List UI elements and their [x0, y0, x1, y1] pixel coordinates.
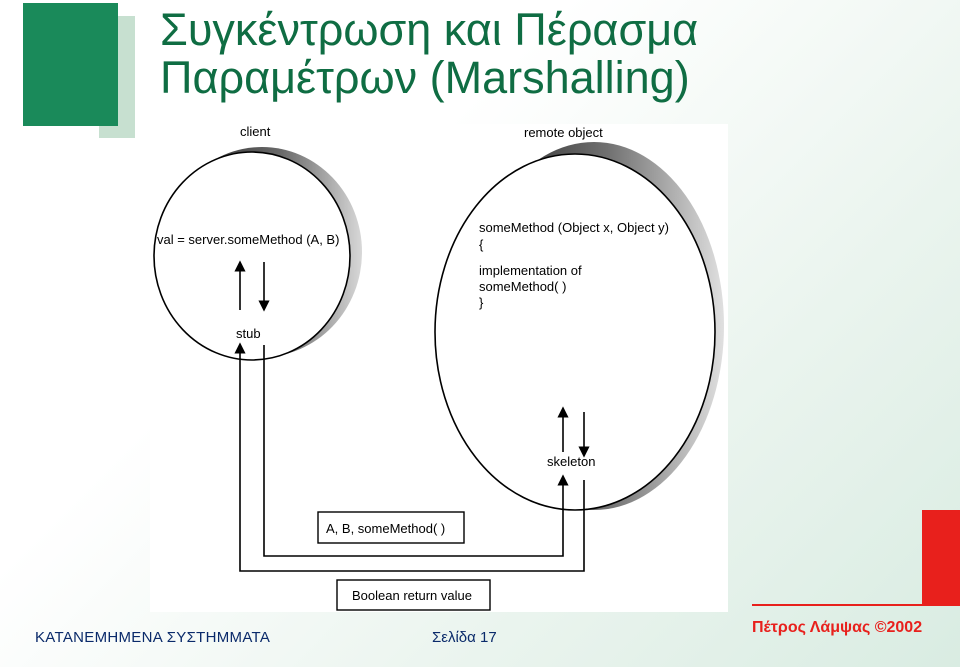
client-call-text: val = server.someMethod (A, B): [157, 232, 340, 247]
request-message-text: A, B, someMethod( ): [326, 521, 446, 536]
method-close-brace: }: [479, 295, 484, 310]
method-body-line-2: someMethod( ): [479, 279, 567, 294]
method-open-brace: {: [479, 237, 484, 252]
remote-object-label: remote object: [524, 125, 603, 140]
response-message-text: Boolean return value: [352, 588, 472, 603]
slide-title-line-1: Συγκέντρωση και Πέρασμα: [160, 4, 699, 55]
skeleton-label: skeleton: [547, 454, 596, 469]
footer-page-number: Σελίδα 17: [432, 629, 497, 646]
stub-label: stub: [236, 326, 261, 341]
method-body-line-1: implementation of: [479, 263, 582, 278]
footer-course-title: ΚΑΤΑΝΕΜΗΜΕΝΑ ΣΥΣΤΗΜΜΑΤΑ: [35, 629, 271, 646]
method-signature: someMethod (Object x, Object y): [479, 220, 670, 235]
slide-title-line-2: Παραμέτρων (Marshalling): [160, 52, 690, 103]
client-label: client: [240, 124, 271, 139]
footer-author: Πέτρος Λάμψας ©2002: [752, 619, 923, 636]
